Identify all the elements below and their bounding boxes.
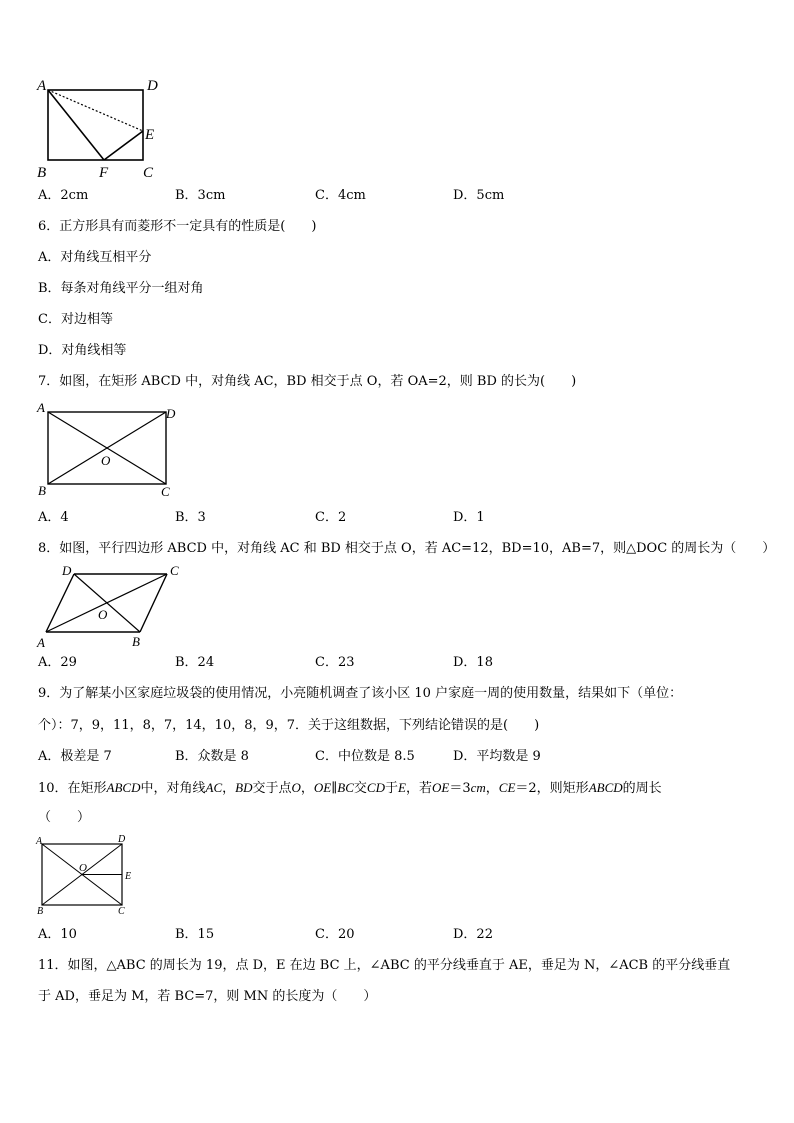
- q10-text: ∥: [331, 781, 338, 796]
- label-b: B: [37, 906, 44, 917]
- q8-stem: 8．如图，平行四边形 ABCD 中，对角线 AC 和 BD 相交于点 O，若 AC=12，BD=10，AB=7，则△DOC 的周长为（ ）: [38, 541, 776, 556]
- q8-option-a[interactable]: A．29: [38, 655, 77, 670]
- q9-option-b[interactable]: B．众数是 8: [175, 749, 249, 764]
- label-a: A: [37, 78, 47, 94]
- q7-option-b[interactable]: B．3: [175, 510, 206, 525]
- label-c: C: [143, 165, 154, 181]
- q9-option-a[interactable]: A．极差是 7: [38, 749, 112, 764]
- q10-option-c[interactable]: C．20: [315, 927, 355, 942]
- label-d: D: [118, 834, 126, 845]
- q10-var: cm: [470, 780, 486, 795]
- q10-var: BD: [235, 780, 253, 795]
- q10-var: AC: [205, 780, 223, 795]
- q6-stem: 6．正方形具有而菱形不一定具有的性质是( ): [38, 219, 317, 234]
- q6-option-b[interactable]: B．每条对角线平分一组对角: [38, 281, 204, 296]
- q7-options: [38, 509, 598, 527]
- q9-stem-line1: 9．为了解某小区家庭垃圾袋的使用情况，小亮随机调查了该小区 10 户家庭一周的使用数量，结果如下（单位：: [38, 686, 683, 701]
- label-f: F: [99, 165, 109, 181]
- q8-option-b[interactable]: B．24: [175, 655, 215, 670]
- figure-q8: [36, 561, 191, 651]
- q10-option-b[interactable]: B．15: [175, 927, 215, 942]
- q10-text: ，: [300, 781, 314, 796]
- q10-text: ＝2，则矩形: [515, 781, 589, 796]
- q10-text: ，: [222, 781, 236, 796]
- label-c: C: [118, 906, 125, 917]
- q10-option-a[interactable]: A．10: [38, 927, 77, 942]
- figure-q10: [34, 830, 139, 920]
- q5-option-a[interactable]: A．2cm: [38, 188, 89, 203]
- label-c: C: [170, 563, 179, 578]
- q9-options: [38, 748, 598, 766]
- q10-text: 于: [384, 781, 398, 796]
- q5-option-c[interactable]: C．4cm: [315, 188, 366, 203]
- q10-var: OE: [313, 780, 332, 795]
- q10-var: OE: [431, 780, 450, 795]
- figure-q7: [36, 400, 181, 500]
- q8-options: [38, 654, 598, 672]
- q5-option-b[interactable]: B．3cm: [175, 188, 226, 203]
- q9-option-c[interactable]: C．中位数是 8.5: [315, 749, 415, 764]
- q5-option-d[interactable]: D．5cm: [453, 188, 505, 203]
- label-d: D: [62, 563, 72, 578]
- q7-option-a[interactable]: A．4: [38, 510, 69, 525]
- q11-stem-line2: 于 AD，垂足为 M，若 BC=7，则 MN 的长度为（ ）: [38, 989, 377, 1004]
- q8-option-d[interactable]: D．18: [453, 655, 493, 670]
- label-c: C: [161, 484, 170, 499]
- q10-var: ABCD: [588, 780, 623, 795]
- q10-text: 交于点: [252, 781, 292, 796]
- q10-var: CD: [366, 780, 385, 795]
- label-b: B: [132, 634, 140, 649]
- q10-text: ＝3: [449, 781, 471, 796]
- figure-q10-svg: [34, 830, 139, 920]
- segment-ae-dashed: [48, 90, 143, 131]
- label-a: A: [37, 635, 45, 650]
- q10-text: ，若: [405, 781, 432, 796]
- q10-text: 10．在矩形: [38, 781, 107, 796]
- q10-text: 交: [353, 781, 367, 796]
- q10-text: ，: [485, 781, 499, 796]
- label-d: D: [147, 78, 158, 94]
- q11-stem-line1: 11．如图，△ABC 的周长为 19，点 D，E 在边 BC 上，∠ABC 的平分线垂直于 AE，垂足为 N，∠ACB 的平分线垂直: [38, 958, 731, 973]
- q5-options: [38, 187, 598, 205]
- label-a: A: [37, 400, 45, 415]
- figure-q7-svg: [36, 400, 181, 500]
- label-e: E: [145, 127, 155, 143]
- q7-option-d[interactable]: D．1: [453, 510, 485, 525]
- q8-option-c[interactable]: C．23: [315, 655, 355, 670]
- q10-var: E: [398, 780, 406, 795]
- q10-var: BC: [337, 780, 354, 795]
- q6-option-d[interactable]: D．对角线相等: [38, 343, 127, 358]
- diagonal-bd: [74, 574, 140, 632]
- q7-stem: 7．如图，在矩形 ABCD 中，对角线 AC，BD 相交于点 O，若 OA=2，则 BD 的长为( ): [38, 374, 577, 389]
- q9-option-d[interactable]: D．平均数是 9: [453, 749, 541, 764]
- q10-option-d[interactable]: D．22: [453, 927, 493, 942]
- q6-option-c[interactable]: C．对边相等: [38, 312, 113, 327]
- label-d: D: [166, 406, 176, 421]
- label-e: E: [125, 871, 132, 882]
- q10-stem-line1: [38, 779, 662, 798]
- label-o: O: [79, 862, 87, 874]
- label-b: B: [37, 165, 47, 181]
- figure-q5-svg: [36, 78, 166, 182]
- label-b: B: [38, 483, 46, 498]
- q7-option-c[interactable]: C．2: [315, 510, 347, 525]
- side-cb: [140, 574, 167, 632]
- q10-var: ABCD: [106, 780, 141, 795]
- q10-text: 的周长: [622, 781, 662, 796]
- q9-stem-line2: 个）：7，9，11，8，7，14，10，8，9，7．关于这组数据，下列结论错误的是( ): [38, 718, 540, 733]
- q10-options: [38, 926, 598, 944]
- figure-q8-svg: [36, 561, 191, 651]
- q10-var: CE: [498, 780, 516, 795]
- label-a: A: [36, 836, 43, 847]
- figure-q5: [36, 78, 166, 182]
- label-o: O: [98, 607, 108, 622]
- segment-af: [48, 90, 104, 160]
- side-ad: [46, 574, 74, 632]
- q10-var: O: [291, 780, 301, 795]
- segment-fe: [104, 131, 143, 160]
- q10-stem-line2: （ ）: [38, 810, 91, 825]
- label-o: O: [101, 453, 111, 468]
- q6-option-a[interactable]: A．对角线互相平分: [38, 250, 152, 265]
- q10-text: 中，对角线: [140, 781, 206, 796]
